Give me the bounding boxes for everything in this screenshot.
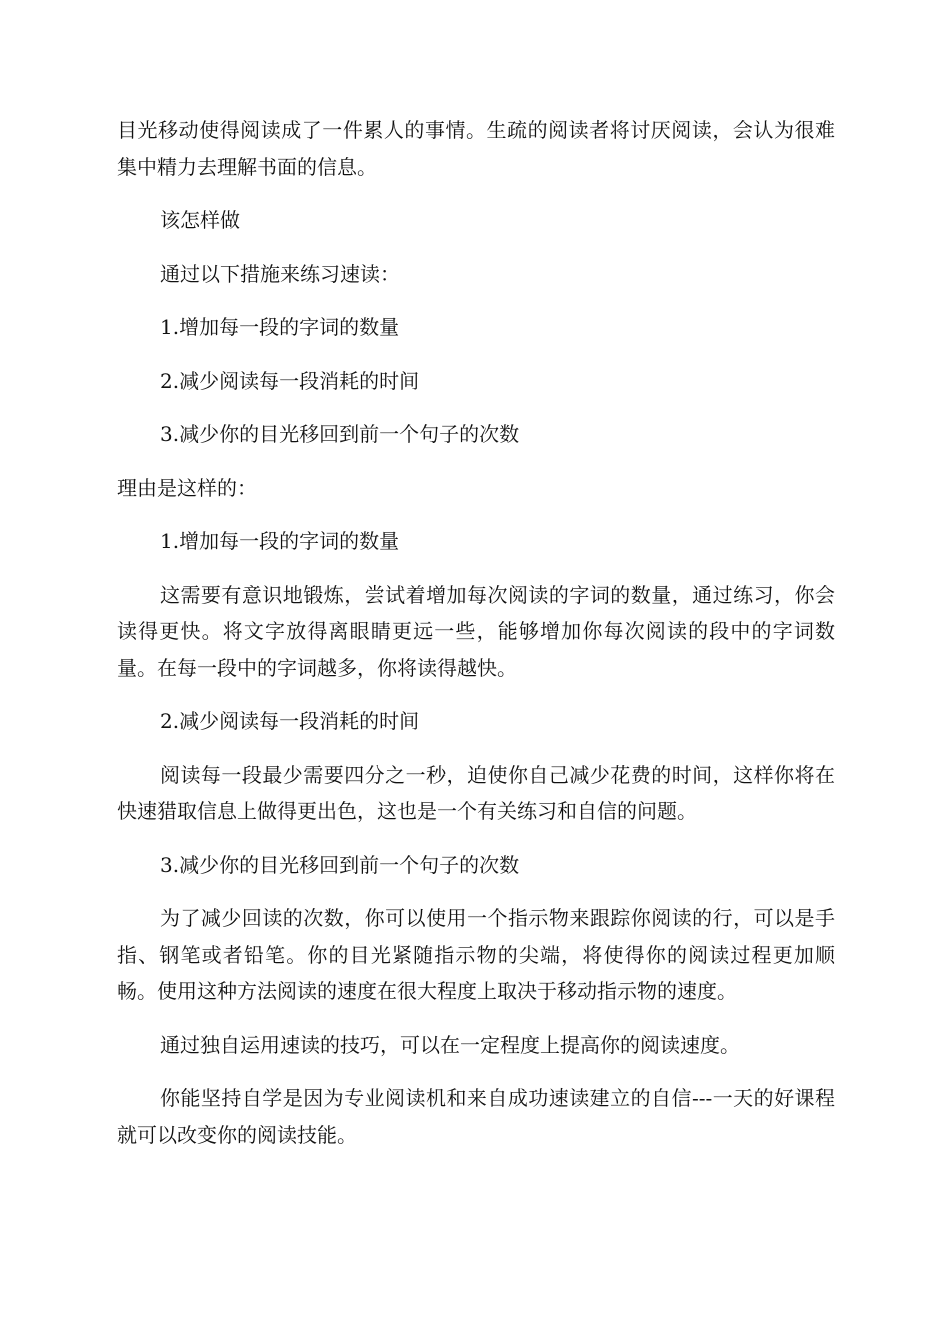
paragraph-reason-1: 这需要有意识地锻炼，尝试着增加每次阅读的字词的数量，通过练习，你会读得更快。将文字放得离眼睛更远一些，能够增加你每次阅读的段中的字词数量。在每一段中的字词越多，你将读得越快。 — [117, 582, 835, 680]
paragraph-intro-continuation: 目光移动使得阅读成了一件累人的事情。生疏的阅读者将讨厌阅读，会认为很难集中精力去理解书面的信息。 — [117, 118, 835, 179]
document-body — [117, 112, 835, 1170]
list-item-1: 1.增加每一段的字词的数量 — [160, 315, 400, 339]
section-heading-reasons: 理由是这样的： — [117, 475, 257, 500]
paragraph-reason-2: 阅读每一段最少需要四分之一秒，迫使你自己减少花费的时间，这样你将在快速猎取信息上做得更出色，这也是一个有关练习和自信的问题。 — [117, 762, 835, 823]
section-heading-how-to: 该怎样做 — [160, 208, 240, 232]
list-item-3: 3.减少你的目光移回到前一个句子的次数 — [160, 422, 520, 446]
subheading-2: 2.减少阅读每一段消耗的时间 — [160, 709, 420, 733]
paragraph-conclusion: 你能坚持自学是因为专业阅读机和来自成功速读建立的自信---一天的好课程就可以改变你的阅读技能。 — [117, 1086, 835, 1147]
paragraph-reason-3: 为了减少回读的次数，你可以使用一个指示物来跟踪你阅读的行，可以是手指、钢笔或者铅笔。你的目光紧随指示物的尖端，将使得你的阅读过程更加顺畅。使用这种方法阅读的速度在很大程度上取决于移动指示物的速度。 — [117, 906, 835, 1003]
list-item-2: 2.减少阅读每一段消耗的时间 — [160, 368, 420, 393]
subheading-1: 1.增加每一段的字词的数量 — [160, 529, 400, 553]
subheading-3: 3.减少你的目光移回到前一个句子的次数 — [160, 852, 520, 877]
paragraph-self-study: 通过独自运用速读的技巧，可以在一定程度上提高你的阅读速度。 — [160, 1032, 740, 1057]
paragraph-measures-intro: 通过以下措施来练习速读： — [160, 261, 400, 286]
